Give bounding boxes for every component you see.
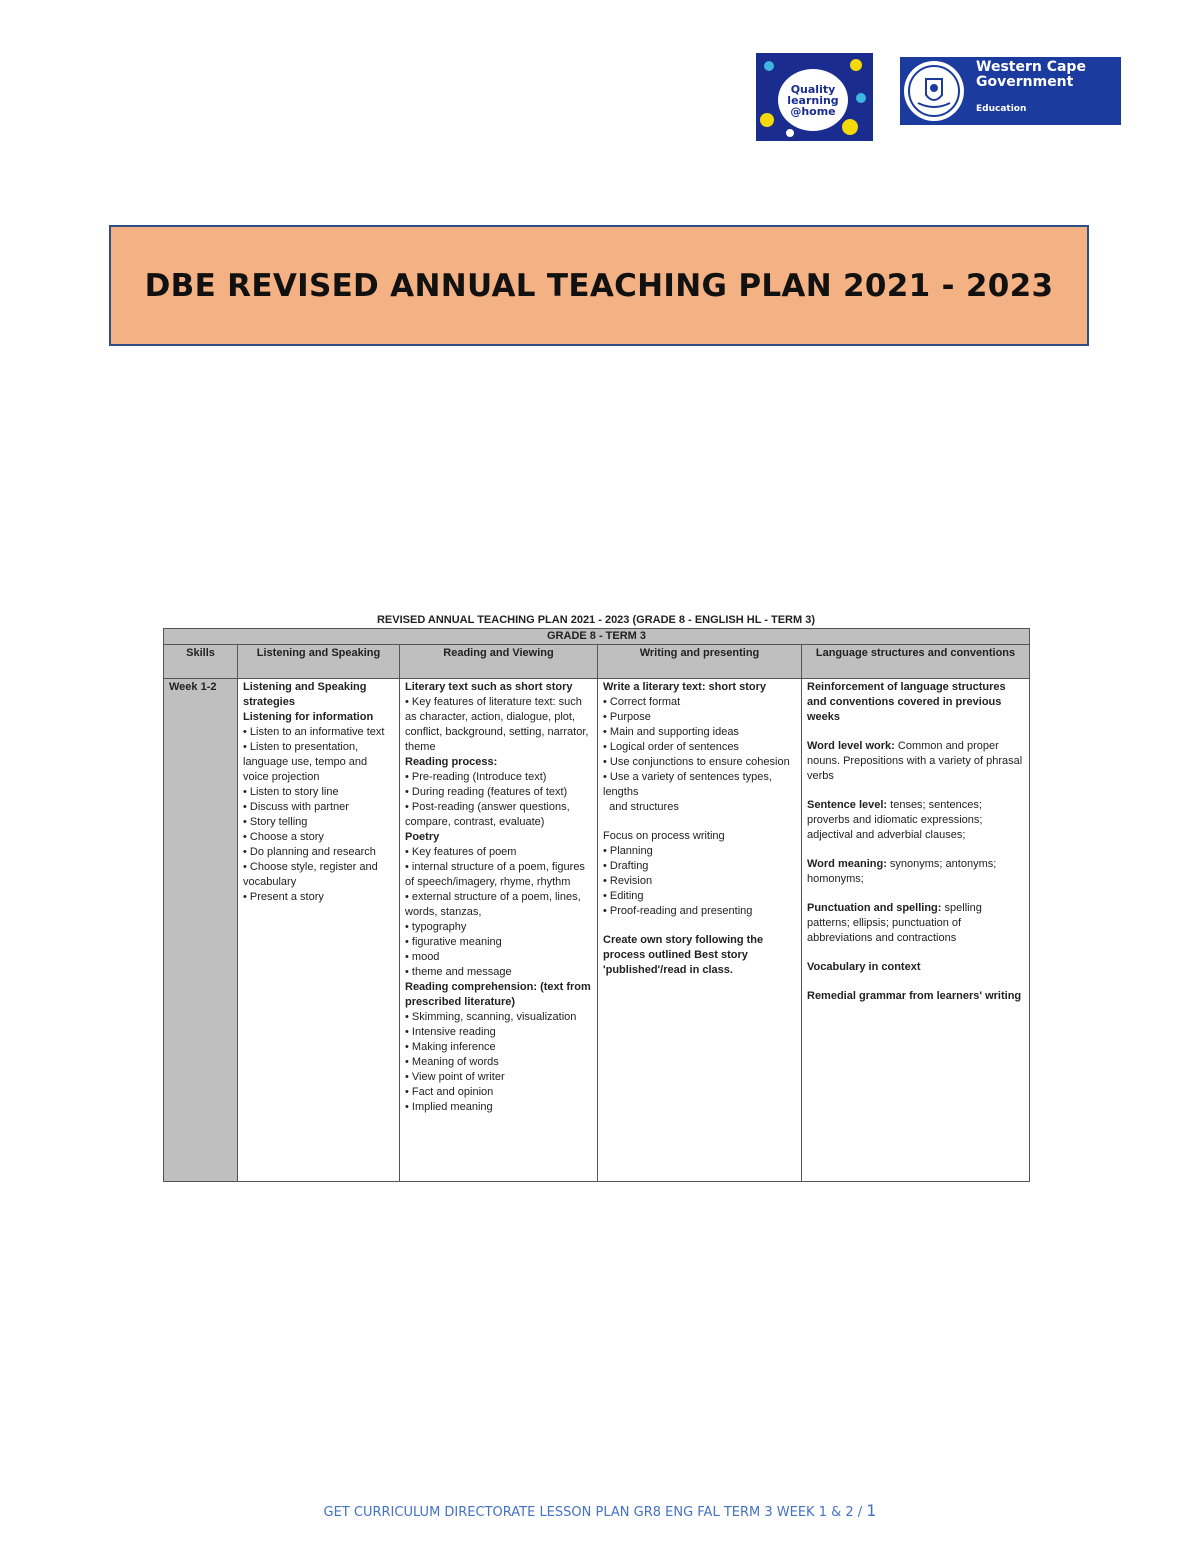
coat-of-arms-icon <box>904 61 964 121</box>
writing-line: and structures <box>603 801 679 813</box>
reading-line: • theme and message <box>405 966 512 978</box>
language-text-run: Vocabulary in context <box>807 961 921 973</box>
language-text-run: Remedial grammar from learners' writing <box>807 990 1022 1002</box>
header-skills: Skills <box>164 645 238 679</box>
page-number: 1 <box>866 1501 877 1520</box>
writing-line: • Use a variety of sentences types, lengths <box>603 771 775 798</box>
writing-line: • Logical order of sentences <box>603 741 739 753</box>
teaching-plan-table <box>163 628 1030 1182</box>
writing-line: • Use conjunctions to ensure cohesion <box>603 756 790 768</box>
listening-line: • Listen to an informative text <box>243 726 385 738</box>
title-banner <box>109 225 1089 346</box>
quality-learning-badge <box>778 69 848 131</box>
plan-caption: REVISED ANNUAL TEACHING PLAN 2021 - 2023 (GRADE 8 - ENGLISH HL - TERM 3) <box>376 614 816 626</box>
listening-line: • Choose style, register and vocabulary <box>243 861 381 888</box>
language-text-run: Word level work: <box>807 740 895 752</box>
reading-line: Reading process: <box>405 756 498 768</box>
column-headers <box>164 645 1030 679</box>
writing-line: • Planning <box>603 845 653 857</box>
writing-presenting-cell <box>598 679 802 1182</box>
language-paragraph <box>807 857 1024 887</box>
writing-line: Create own story following the process outlined Best story 'published'/read in class. <box>603 934 767 976</box>
listening-line: • Choose a story <box>243 831 324 843</box>
listening-speaking-cell <box>238 679 400 1182</box>
header-writing-presenting: Writing and presenting <box>598 645 802 679</box>
language-paragraph <box>807 989 1024 1004</box>
writing-line: • Revision <box>603 875 653 887</box>
reading-line: • external structure of a poem, lines, words, stanzas, <box>405 891 584 918</box>
page-footer <box>0 1501 1200 1520</box>
language-structures-cell <box>802 679 1030 1182</box>
language-text-run: tenses; sentences; proverbs and idiomatic expressions; adjectival and adverbial clauses; <box>807 799 983 841</box>
footer-text: GET CURRICULUM DIRECTORATE LESSON PLAN GR8 ENG FAL TERM 3 WEEK 1 & 2 / <box>323 1505 867 1520</box>
reading-line: • Key features of poem <box>405 846 517 858</box>
language-text-run: Punctuation and spelling: <box>807 902 942 914</box>
reading-line: • Making inference <box>405 1041 496 1053</box>
reading-line: • Post-reading (answer questions, compare, contrast, evaluate) <box>405 801 573 828</box>
quality-learning-logo <box>756 53 873 141</box>
language-paragraph <box>807 798 1024 843</box>
week-row <box>164 679 1030 1182</box>
language-text-run: synonyms; antonyms; homonyms; <box>807 858 997 885</box>
reading-line: • internal structure of a poem, figures of speech/imagery, rhyme, rhythm <box>405 861 588 888</box>
reading-line: • Pre-reading (Introduce text) <box>405 771 547 783</box>
reading-line: Literary text such as short story <box>405 681 573 693</box>
quality-learning-text: Quality learning @home <box>787 82 839 118</box>
listening-line: • Listen to story line <box>243 786 339 798</box>
wcg-department: Education <box>976 104 1027 114</box>
language-text-run: Common and proper nouns. Prepositions with a variety of phrasal verbs <box>807 740 1023 782</box>
reading-line: • typography <box>405 921 467 933</box>
listening-line: • Do planning and research <box>243 846 376 858</box>
wcg-name: Western Cape Government <box>976 59 1086 90</box>
language-paragraph <box>807 739 1024 784</box>
reading-line: • Key features of literature text: such as character, action, dialogue, plot, conflict, background, setting, narrator, theme <box>405 696 592 753</box>
page-title: DBE REVISED ANNUAL TEACHING PLAN 2021 - 2023 <box>144 267 1054 304</box>
listening-line: • Story telling <box>243 816 308 828</box>
listening-line: • Present a story <box>243 891 324 903</box>
reading-viewing-cell <box>400 679 598 1182</box>
listening-line: • Listen to presentation, language use, tempo and voice projection <box>243 741 371 783</box>
reading-line: Poetry <box>405 831 440 843</box>
writing-line: Write a literary text: short story <box>603 681 767 693</box>
header-listening-speaking: Listening and Speaking <box>238 645 400 679</box>
language-paragraph <box>807 901 1024 946</box>
listening-line: Listening and Speaking strategies <box>243 681 370 708</box>
header-language-structures: Language structures and conventions <box>802 645 1030 679</box>
writing-line: • Drafting <box>603 860 649 872</box>
listening-line: Listening for information <box>243 711 374 723</box>
reading-line: • Implied meaning <box>405 1101 493 1113</box>
reading-line: • Intensive reading <box>405 1026 496 1038</box>
language-text-run: Word meaning: <box>807 858 887 870</box>
language-text-run: Reinforcement of language structures and conventions covered in previous weeks <box>807 681 1006 723</box>
reading-line: • figurative meaning <box>405 936 502 948</box>
language-paragraph <box>807 680 1024 725</box>
grade-row-header: GRADE 8 - TERM 3 <box>164 629 1030 645</box>
reading-line: • Meaning of words <box>405 1056 499 1068</box>
week-label: Week 1-2 <box>164 679 238 1182</box>
language-text-run: Sentence level: <box>807 799 888 811</box>
reading-line: • During reading (features of text) <box>405 786 568 798</box>
writing-line: Focus on process writing <box>603 830 725 842</box>
writing-line: • Correct format <box>603 696 681 708</box>
writing-line: • Proof-reading and presenting <box>603 905 753 917</box>
listening-line: • Discuss with partner <box>243 801 349 813</box>
reading-line: • View point of writer <box>405 1071 505 1083</box>
writing-line: • Purpose <box>603 711 651 723</box>
reading-line: • mood <box>405 951 440 963</box>
language-text-run: spelling patterns; ellipsis; punctuation of abbreviations and contractions <box>807 902 982 944</box>
western-cape-government-logo <box>900 57 1121 125</box>
header-reading-viewing: Reading and Viewing <box>400 645 598 679</box>
language-paragraph <box>807 960 1024 975</box>
reading-line: • Fact and opinion <box>405 1086 494 1098</box>
reading-line: Reading comprehension: (text from prescribed literature) <box>405 981 594 1008</box>
writing-line: • Main and supporting ideas <box>603 726 739 738</box>
writing-line: • Editing <box>603 890 644 902</box>
reading-line: • Skimming, scanning, visualization <box>405 1011 577 1023</box>
